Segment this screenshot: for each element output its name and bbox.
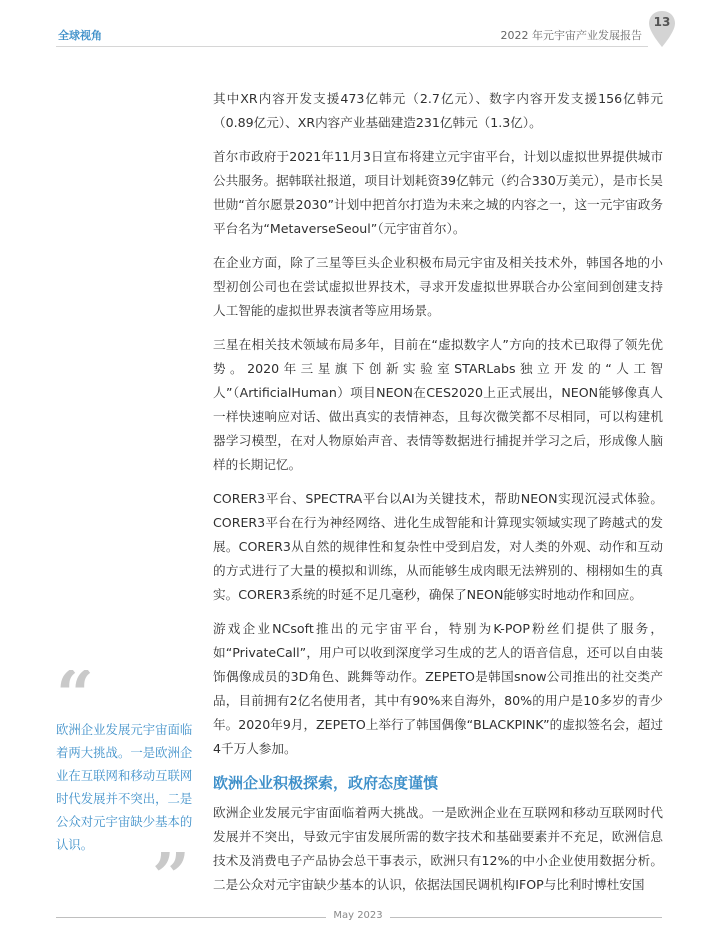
pull-quote-text: 欧洲企业发展元宇宙面临着两大挑战。一是欧洲企业在互联网和移动互联网时代发展并不突出，二是公众对元宇宙缺少基本的认识。 bbox=[56, 722, 193, 852]
article-body bbox=[213, 87, 663, 907]
header-divider bbox=[56, 46, 648, 47]
pull-quote-box bbox=[56, 670, 196, 856]
paragraph-6: 游戏企业NCsoft推出的元宇宙平台，特别为K-POP粉丝们提供了服务，如“PrivateCall”，用户可以收到深度学习生成的艺人的语音信息，还可以自由装饰偶像成员的3D角色、跳舞等动作。ZEPETO是韩国snow公司推出的社交类产品，目前拥有2亿名使用者，其中有90%来自海外，80%的用户是10多岁的青少年。2020年9月，ZEPETO上举行了韩国偶像“BLACKPINK”的虚拟签名会，超过4千万人参加。 bbox=[213, 621, 663, 756]
paragraph-4: 三星在相关技术领域布局多年，目前在“虚拟数字人”方向的技术已取得了领先优势。2020年三星旗下创新实验室STARLabs独立开发的“人工智人”（ArtificialHuman）项目NEON在CES2020上正式展出，NEON能够像真人一样快速响应对话、做出真实的表情神态，且每次微笑都不尽相同，可以构建机器学习模型，在对人物原始声音、表情等数据进行捕捉并学习之后，形成像人脑样的长期记忆。 bbox=[213, 337, 663, 472]
paragraph-5: CORER3平台、SPECTRA平台以AI为关键技术，帮助NEON实现沉浸式体验。CORER3平台在行为神经网络、进化生成智能和计算现实领域实现了跨越式的发展。CORER3从自然的规律性和复杂性中受到启发，对人类的外观、动作和互动的方式进行了大量的模拟和训练，从而能够生成肉眼无法辨别的、栩栩如生的真实。CORER3系统的时延不足几毫秒，确保了NEON能够实时地动作和回应。 bbox=[213, 491, 663, 602]
footer-date: May 2023 bbox=[333, 910, 383, 921]
paragraph-7: 欧洲企业发展元宇宙面临着两大挑战。一是欧洲企业在互联网和移动互联网时代发展并不突出，导致元宇宙发展所需的数字技术和基础要素并不充足，欧洲信息技术及消费电子产品协会总干事表示，欧洲只有12%的中小企业使用数据分析。二是公众对元宇宙缺少基本的认识，依据法国民调机构IFOP与比利时博杜安国 bbox=[213, 805, 663, 892]
section-label: 全球视角 bbox=[58, 29, 102, 42]
paragraph-2: 首尔市政府于2021年11月3日宣布将建立元宇宙平台，计划以虚拟世界提供城市公共服务。据韩联社报道，项目计划耗资39亿韩元（约合330万美元），是市长吴世勋“首尔愿景2030”计划中把首尔打造为未来之城的内容之一，这一元宇宙政务平台名为“MetaverseSeoul”（元宇宙首尔）。 bbox=[213, 149, 663, 236]
footer-divider-right bbox=[390, 917, 662, 918]
report-title: 2022 年元宇宙产业发展报告 bbox=[500, 29, 642, 42]
paragraph-3: 在企业方面，除了三星等巨头企业积极布局元宇宙及相关技术外，韩国各地的小型初创公司也在尝试虚拟世界技术，寻求开发虚拟世界联合办公室间到创建支持人工智能的虚拟世界表演者等应用场景。 bbox=[213, 255, 663, 318]
close-quote-icon: ” bbox=[152, 852, 190, 896]
open-quote-icon: “ bbox=[56, 670, 94, 714]
footer-divider-left bbox=[56, 917, 326, 918]
paragraph-1: 其中XR内容开发支援473亿韩元（2.7亿元）、数字内容开发支援156亿韩元（0.89亿元）、XR内容产业基础建造231亿韩元（1.3亿）。 bbox=[213, 91, 663, 130]
page-number: 13 bbox=[653, 15, 671, 29]
section-heading: 欧洲企业积极探索，政府态度谨慎 bbox=[213, 774, 439, 792]
